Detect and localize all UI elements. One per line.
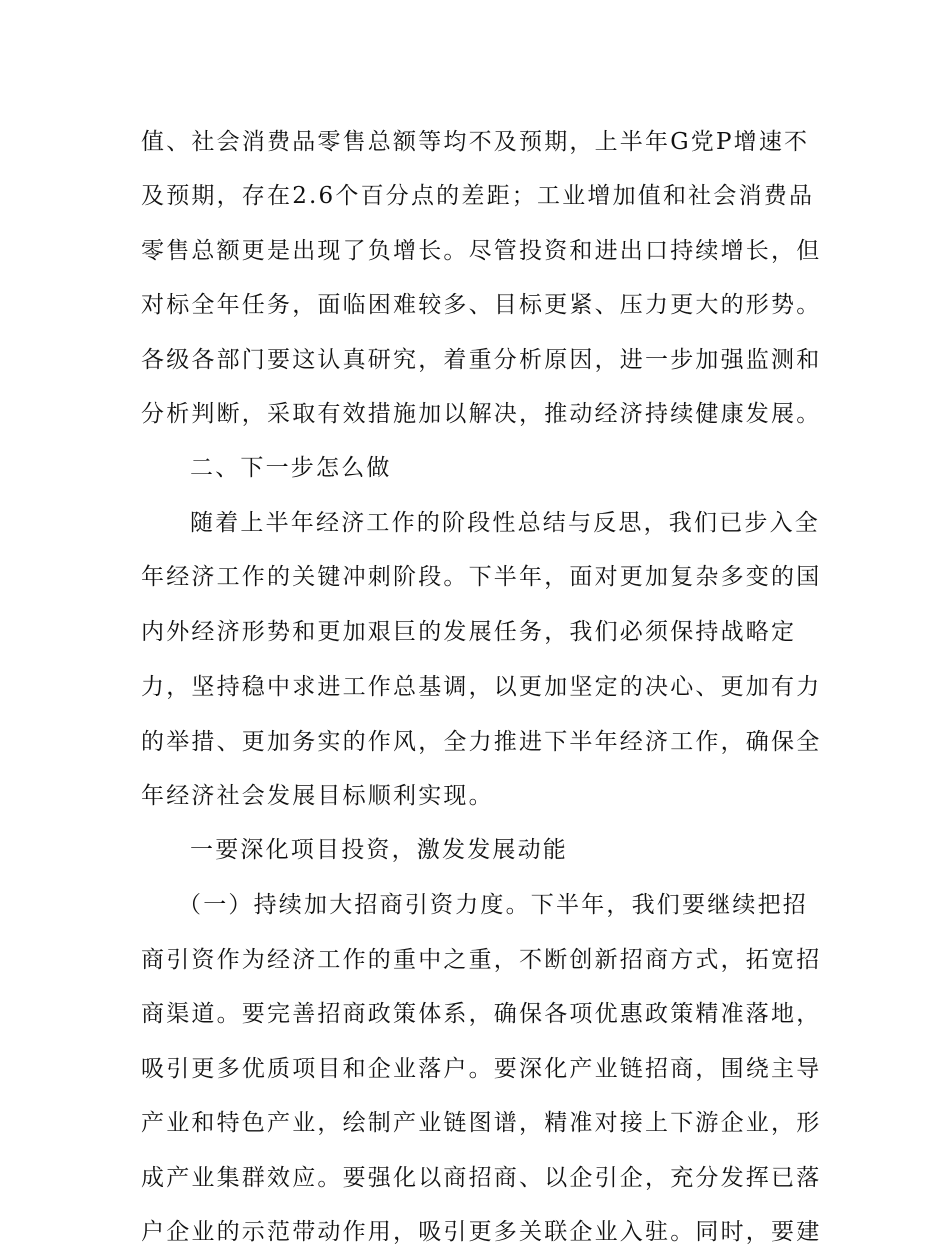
section-heading: 二、下一步怎么做	[190, 455, 392, 481]
text-line: 成产业集群效应。要强化以商招商、以企引企，充分发挥已落	[141, 1165, 822, 1191]
text-line: 各级各部门要这认真研究，着重分析原因，进一步加强监测和	[141, 347, 822, 373]
text-line: 值、社会消费品零售总额等均不及预期，上半年G党P增速不	[141, 129, 810, 155]
text-line: （一）持续加大招商引资力度。下半年，我们要继续把招	[178, 892, 808, 918]
text-line: 力，坚持稳中求进工作总基调，以更加坚定的决心、更加有力	[141, 674, 822, 700]
subheading: 一要深化项目投资，激发发展动能	[190, 837, 568, 863]
text-line: 商引资作为经济工作的重中之重，不断创新招商方式，拓宽招	[141, 947, 822, 973]
text-line: 随着上半年经济工作的阶段性总结与反思，我们已步入全	[190, 510, 820, 536]
text-line: 吸引更多优质项目和企业落户。要深化产业链招商，围绕主导	[141, 1056, 822, 1082]
text-line: 年经济工作的关键冲刺阶段。下半年，面对更加复杂多变的国	[141, 564, 822, 590]
text-line: 分析判断，采取有效措施加以解决，推动经济持续健康发展。	[141, 401, 822, 427]
text-line: 零售总额更是出现了负增长。尽管投资和进出口持续增长，但	[141, 238, 822, 264]
text-line: 产业和特色产业，绘制产业链图谱，精准对接上下游企业，形	[141, 1110, 822, 1136]
text-line: 年经济社会发展目标顺利实现。	[141, 783, 494, 809]
text-line: 内外经济形势和更加艰巨的发展任务，我们必须保持战略定	[141, 619, 797, 645]
text-line: 对标全年任务，面临困难较多、目标更紧、压力更大的形势。	[141, 292, 822, 318]
text-line: 户企业的示范带动作用，吸引更多关联企业入驻。同时，要建	[141, 1219, 822, 1245]
text-line: 及预期，存在2.6个百分点的差距；工业增加值和社会消费品	[141, 183, 815, 209]
text-line: 商渠道。要完善招商政策体系，确保各项优惠政策精准落地，	[141, 1001, 822, 1027]
text-line: 的举措、更加务实的作风，全力推进下半年经济工作，确保全	[141, 729, 822, 755]
